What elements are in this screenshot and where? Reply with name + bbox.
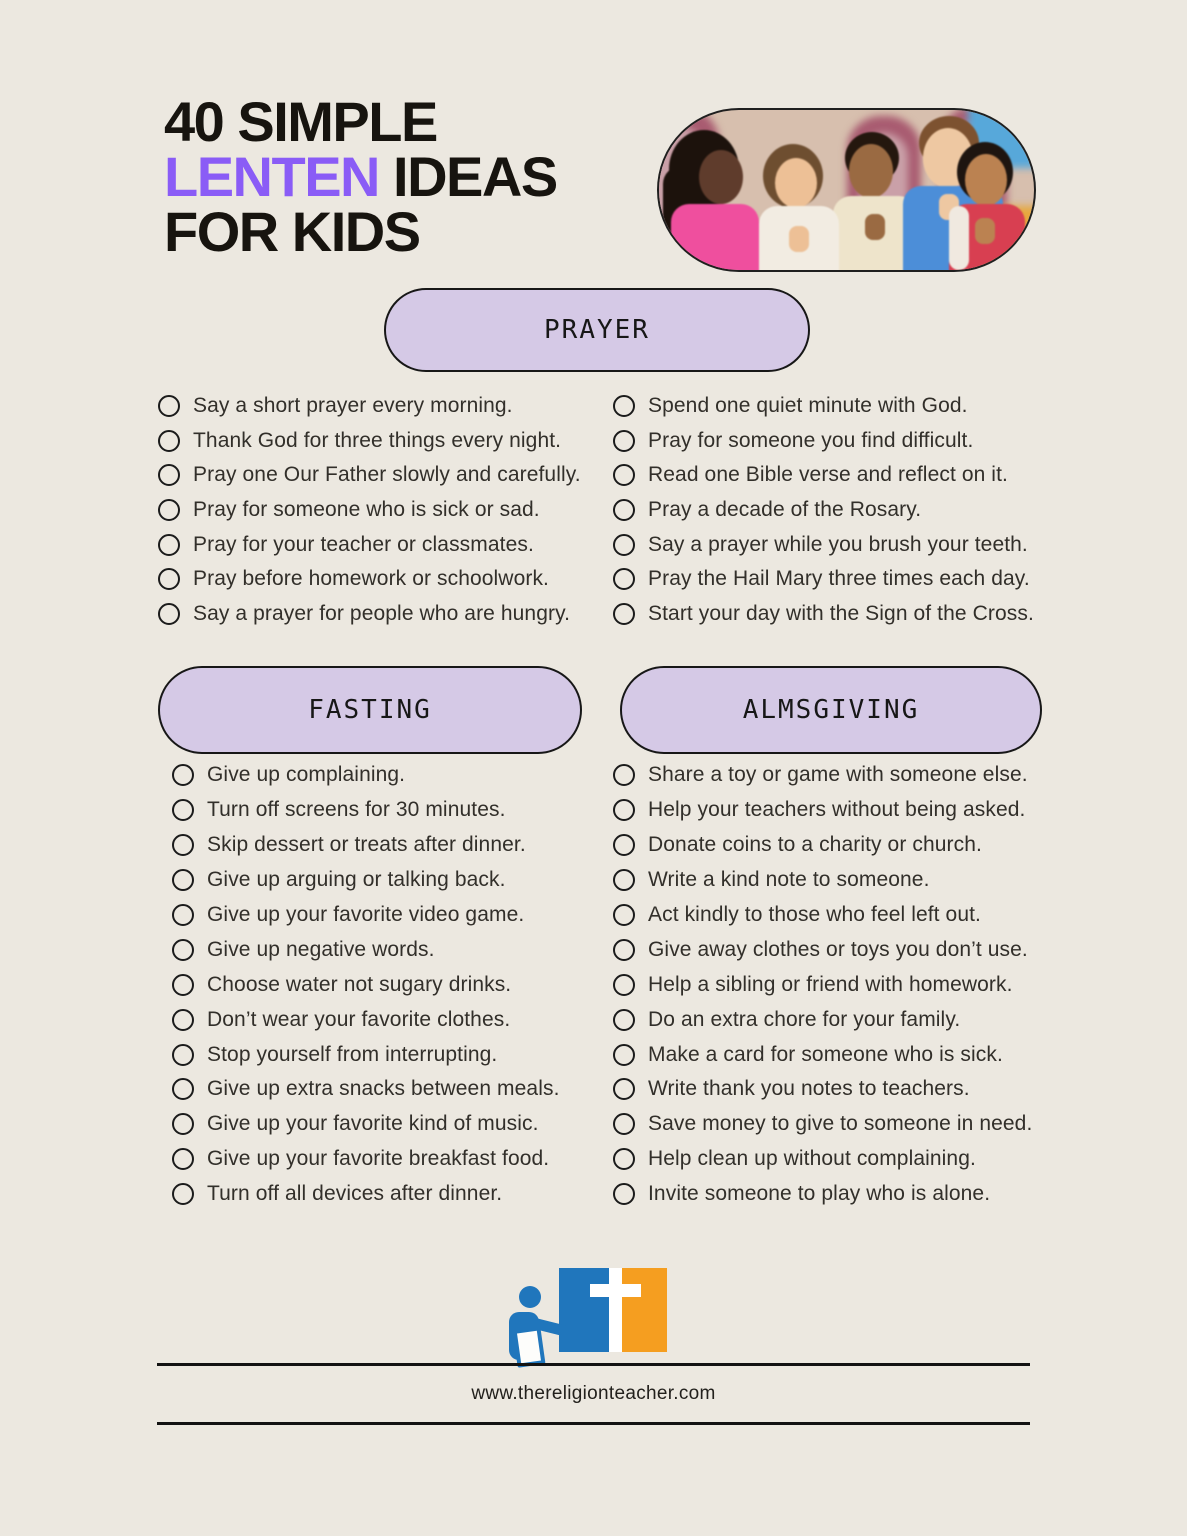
website-url: www.thereligionteacher.com [471, 1383, 716, 1404]
checkbox-circle[interactable] [172, 974, 194, 996]
checklist-item [613, 389, 1034, 424]
praying-child-figure [667, 138, 767, 270]
checklist-item-text: Choose water not sugary drinks. [207, 972, 512, 996]
checkbox-circle[interactable] [613, 1183, 635, 1205]
checkbox-circle[interactable] [172, 904, 194, 926]
checklist-item-text: Skip dessert or treats after dinner. [207, 833, 526, 857]
praying-child-figure [761, 150, 845, 272]
checklist-item-text: Help a sibling or friend with homework. [648, 972, 1013, 996]
checklist-item [172, 793, 560, 828]
checklist-item-text: Donate coins to a charity or church. [648, 833, 982, 857]
checklist-item [172, 967, 560, 1002]
checkbox-circle[interactable] [613, 764, 635, 786]
checklist-item [613, 424, 1034, 459]
checklist-item [613, 967, 1032, 1002]
checkbox-circle[interactable] [158, 430, 180, 452]
the-religion-teacher-logo [497, 1268, 697, 1362]
checklist-item [613, 1072, 1032, 1107]
prayer-checklist-left [158, 389, 581, 631]
checkbox-circle[interactable] [613, 1009, 635, 1031]
checkbox-circle[interactable] [158, 603, 180, 625]
checkbox-circle[interactable] [613, 974, 635, 996]
checklist-item [613, 898, 1032, 933]
checkbox-circle[interactable] [158, 499, 180, 521]
checklist-item-text: Give up complaining. [207, 763, 406, 787]
checklist-item-text: Give up your favorite video game. [207, 903, 525, 926]
checklist-item-text: Give up negative words. [207, 937, 435, 961]
checklist-item-text: Give up arguing or talking back. [207, 868, 506, 892]
checklist-item [613, 493, 1034, 528]
children-praying-photo [657, 108, 1036, 272]
checklist-item-text: Spend one quiet minute with God. [648, 394, 968, 418]
teacher-figure-icon [497, 1286, 577, 1362]
praying-child-figure [949, 148, 1029, 270]
checklist-item-text: Pray a decade of the Rosary. [648, 498, 922, 522]
checkbox-circle[interactable] [613, 1044, 635, 1066]
checklist-item-text: Make a card for someone who is sick. [648, 1042, 1003, 1066]
checkbox-circle[interactable] [613, 464, 635, 486]
footer-divider-bottom [157, 1422, 1030, 1425]
checkbox-circle[interactable] [172, 1183, 194, 1205]
checklist-item [613, 1142, 1032, 1177]
checklist-item [613, 458, 1034, 493]
checklist-item [172, 758, 560, 793]
checklist-item [172, 863, 560, 898]
checkbox-circle[interactable] [172, 1148, 194, 1170]
checklist-item-text: Write a kind note to someone. [648, 868, 930, 892]
checklist-item-text: Invite someone to play who is alone. [648, 1182, 991, 1206]
section-header-fasting: FASTING [158, 666, 582, 754]
title-line-2 [164, 145, 557, 208]
checkbox-circle[interactable] [613, 534, 635, 556]
checklist-item-text: Pray one Our Father slowly and carefully. [193, 463, 581, 487]
checklist-item-text: Pray for your teacher or classmates. [193, 532, 534, 556]
checklist-item [613, 597, 1034, 632]
checklist-item [613, 1037, 1032, 1072]
book-icon [512, 1326, 545, 1368]
checklist-item [158, 458, 581, 493]
checkbox-circle[interactable] [613, 1148, 635, 1170]
checklist-item [172, 898, 560, 933]
board-orange-panel [622, 1268, 667, 1352]
checkbox-circle[interactable] [158, 568, 180, 590]
checklist-item-text: Write thank you notes to teachers. [648, 1077, 970, 1101]
checkbox-circle[interactable] [613, 1113, 635, 1135]
checkbox-circle[interactable] [158, 534, 180, 556]
checkbox-circle[interactable] [613, 430, 635, 452]
checkbox-circle[interactable] [613, 395, 635, 417]
checkbox-circle[interactable] [172, 764, 194, 786]
checklist-item [613, 932, 1032, 967]
checklist-item [172, 1177, 560, 1212]
checklist-item-text: Turn off all devices after dinner. [207, 1182, 503, 1206]
checklist-item-text: Pray for someone who is sick or sad. [193, 498, 540, 522]
checklist-item-text: Say a prayer for people who are hungry. [193, 601, 571, 625]
checklist-item [158, 493, 581, 528]
checklist-item [613, 1002, 1032, 1037]
checklist-item [172, 1107, 560, 1142]
checkbox-circle[interactable] [613, 1078, 635, 1100]
title-line-3: FOR KIDS [164, 200, 420, 263]
checkbox-circle[interactable] [172, 834, 194, 856]
checklist-item-text: Don’t wear your favorite clothes. [207, 1007, 511, 1031]
checklist-item-text: Stop yourself from interrupting. [207, 1042, 498, 1066]
checklist-item-text: Give up extra snacks between meals. [207, 1077, 560, 1101]
title-accent-word: LENTEN [164, 145, 379, 208]
checkbox-circle[interactable] [172, 1044, 194, 1066]
checklist-item-text: Thank God for three things every night. [193, 428, 562, 452]
checklist-item-text: Turn off screens for 30 minutes. [207, 798, 506, 822]
checkbox-circle[interactable] [613, 869, 635, 891]
checklist-item-text: Say a short prayer every morning. [193, 394, 513, 418]
almsgiving-checklist [613, 758, 1032, 1212]
checklist-item-text: Save money to give to someone in need. [648, 1112, 1033, 1136]
checkbox-circle[interactable] [172, 799, 194, 821]
checklist-item [172, 1142, 560, 1177]
figure-head [519, 1286, 541, 1308]
checklist-item [158, 389, 581, 424]
checklist-item [172, 932, 560, 967]
section-header-almsgiving: ALMSGIVING [620, 666, 1042, 754]
checklist-item-text: Say a prayer while you brush your teeth. [648, 532, 1028, 556]
title-line-2-rest: IDEAS [379, 145, 557, 208]
checkbox-circle[interactable] [172, 1078, 194, 1100]
cross-stem [609, 1268, 622, 1352]
checklist-item-text: Give away clothes or toys you don’t use. [648, 937, 1028, 961]
title-line-1: 40 SIMPLE [164, 90, 437, 153]
checklist-item [613, 1177, 1032, 1212]
checklist-item-text: Read one Bible verse and reflect on it. [648, 463, 1008, 487]
checklist-item [613, 562, 1034, 597]
checkbox-circle[interactable] [613, 834, 635, 856]
checklist-item [613, 758, 1032, 793]
checklist-item [158, 527, 581, 562]
checklist-item [613, 828, 1032, 863]
checklist-item [613, 1107, 1032, 1142]
checklist-item-text: Help your teachers without being asked. [648, 798, 1026, 822]
checklist-item [158, 597, 581, 632]
checkbox-circle[interactable] [158, 395, 180, 417]
checkbox-circle[interactable] [613, 568, 635, 590]
checkbox-circle[interactable] [613, 939, 635, 961]
checkbox-circle[interactable] [172, 939, 194, 961]
checklist-item-text: Start your day with the Sign of the Cross. [648, 601, 1034, 625]
checklist-item-text: Give up your favorite breakfast food. [207, 1147, 550, 1171]
fasting-checklist [172, 758, 560, 1212]
checklist-item-text: Do an extra chore for your family. [648, 1007, 961, 1031]
checkbox-circle[interactable] [613, 603, 635, 625]
checklist-item [158, 424, 581, 459]
checklist-item [172, 1037, 560, 1072]
checkbox-circle[interactable] [172, 869, 194, 891]
page-title [164, 90, 557, 263]
checkbox-circle[interactable] [172, 1113, 194, 1135]
checklist-item-text: Give up your favorite kind of music. [207, 1112, 539, 1136]
checklist-item [172, 828, 560, 863]
footer-divider-top [157, 1363, 1030, 1366]
checklist-item-text: Share a toy or game with someone else. [648, 763, 1028, 787]
checklist-item [172, 1002, 560, 1037]
checklist-item [613, 527, 1034, 562]
checkbox-circle[interactable] [613, 799, 635, 821]
checklist-item [158, 562, 581, 597]
checklist-item [613, 793, 1032, 828]
checklist-item [172, 1072, 560, 1107]
checklist-item [613, 863, 1032, 898]
checkbox-circle[interactable] [613, 904, 635, 926]
checklist-item-text: Help clean up without complaining. [648, 1147, 976, 1171]
cross-icon [590, 1284, 641, 1297]
checklist-item-text: Pray the Hail Mary three times each day. [648, 567, 1030, 591]
checkbox-circle[interactable] [613, 499, 635, 521]
checklist-item-text: Pray before homework or schoolwork. [193, 567, 549, 591]
checkbox-circle[interactable] [172, 1009, 194, 1031]
section-header-prayer: PRAYER [384, 288, 810, 372]
checklist-item-text: Pray for someone you find difficult. [648, 428, 974, 452]
checkbox-circle[interactable] [158, 464, 180, 486]
praying-children-figures [659, 110, 1034, 270]
checklist-item-text: Act kindly to those who feel left out. [648, 903, 981, 926]
prayer-checklist-right [613, 389, 1034, 631]
